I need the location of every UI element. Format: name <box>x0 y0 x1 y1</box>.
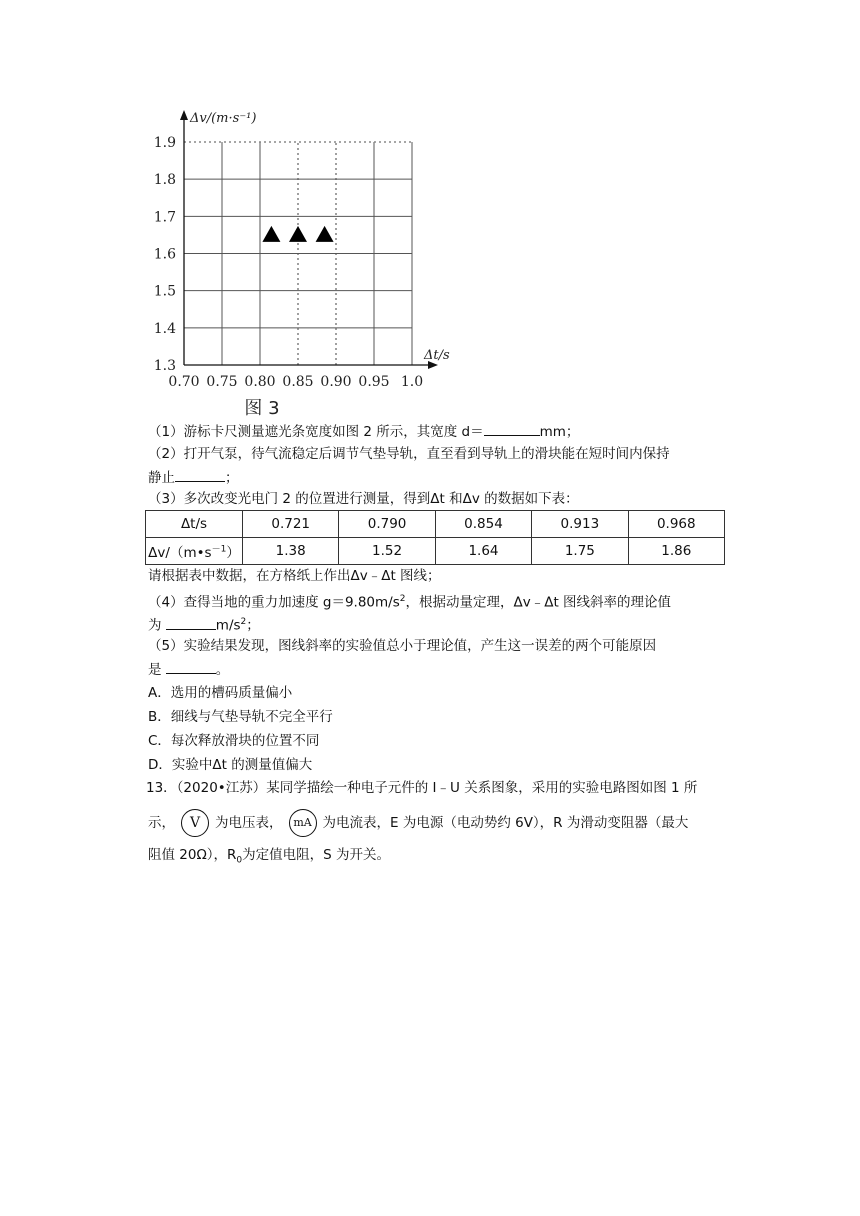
question-5-line-2: 是 。 <box>148 659 229 680</box>
table-row <box>146 511 725 538</box>
question-4-line-1: （4）查得当地的重力加速度 $g=9.80m/s^2$，根据动量定理，Δv﹣Δt 图线斜率的理论值 <box>148 594 672 611</box>
question-2-line-2: 静止 ； <box>148 467 239 488</box>
option-a: A．选用的槽码质量偏小 <box>148 685 293 701</box>
data-point-triangle <box>289 226 307 242</box>
table-cell: 0.968 <box>628 511 724 538</box>
x-axis-label: Δt/s <box>424 348 450 363</box>
y-axis-arrow <box>180 110 188 120</box>
table-row <box>146 538 725 565</box>
question-13-line-2: 示， V 为电压表， mA 为电流表，E 为电源（电动势约 6V），R 为滑动变阻器（最大 <box>148 808 688 838</box>
option-d: D．实验中Δt 的测量值偏大 <box>148 757 313 773</box>
table-cell: 1.86 <box>628 538 724 565</box>
table-cell: 0.854 <box>435 511 531 538</box>
data-table <box>145 510 725 565</box>
question-3: （3）多次改变光电门 2 的位置进行测量，得到Δt 和Δv 的数据如下表： <box>148 491 579 507</box>
x-tick-label: 0.85 <box>282 374 314 390</box>
x-tick-label: 0.75 <box>206 374 238 390</box>
table-cell: 0.913 <box>532 511 628 538</box>
milliammeter-symbol: mA <box>289 809 317 837</box>
chart-svg <box>140 100 480 420</box>
x-tick-label: 0.70 <box>168 374 200 390</box>
question-13-line-3: 阻值 20Ω），$R_0$为定值电阻，S 为开关。 <box>148 847 391 866</box>
question-4-line-2: 为 $m/s^2$； <box>148 612 260 636</box>
figure-caption: 图 3 <box>244 398 280 419</box>
question-13-line-1: 13．（2020•江苏）某同学描绘一种电子元件的 I﹣U 关系图象，采用的实验电路图如图 1 所 <box>146 780 698 796</box>
x-tick-label: 0.80 <box>244 374 276 390</box>
y-axis-label: Δv/(m·s⁻¹) <box>190 111 257 126</box>
y-tick-label: 1.4 <box>153 320 176 337</box>
y-tick-label: 1.3 <box>153 358 176 374</box>
x-tick-label: 0.95 <box>358 374 390 390</box>
option-c: C．每次释放滑块的位置不同 <box>148 733 320 749</box>
y-tick-label: 1.9 <box>153 135 176 151</box>
delta-v-delta-t-chart <box>140 100 480 420</box>
question-2-line-1: （2）打开气泵，待气流稳定后调节气垫导轨，直至看到导轨上的滑块能在短时间内保持 <box>148 446 670 462</box>
x-tick-label: 1.0 <box>400 374 424 390</box>
table-cell: 1.75 <box>532 538 628 565</box>
table-cell: 1.38 <box>243 538 339 565</box>
table-cell: 0.790 <box>339 511 435 538</box>
y-tick-label: 1.8 <box>153 172 176 189</box>
x-tick-label: 0.90 <box>320 374 352 390</box>
table-cell: 0.721 <box>243 511 339 538</box>
y-tick-label: 1.5 <box>153 283 176 300</box>
data-point-triangle <box>262 226 280 242</box>
option-b: B．细线与气垫导轨不完全平行 <box>148 709 333 725</box>
question-5-line-1: （5）实验结果发现，图线斜率的实验值总小于理论值，产生这一误差的两个可能原因 <box>148 638 657 654</box>
data-point-triangle <box>316 226 334 242</box>
table-row-label: Δt/s <box>146 511 243 538</box>
table-cell: 1.52 <box>339 538 435 565</box>
voltmeter-symbol: V <box>181 809 209 837</box>
question-1: （1）游标卡尺测量遮光条宽度如图 2 所示，其宽度 d＝ mm； <box>148 421 579 442</box>
question-3-instruction: 请根据表中数据，在方格纸上作出Δv﹣Δt 图线； <box>148 568 441 584</box>
table-row-label: $\Delta v/(m•s^{-1})$ <box>146 538 243 565</box>
y-tick-label: 1.6 <box>153 246 176 263</box>
table-cell: 1.64 <box>435 538 531 565</box>
y-tick-label: 1.7 <box>153 209 176 226</box>
